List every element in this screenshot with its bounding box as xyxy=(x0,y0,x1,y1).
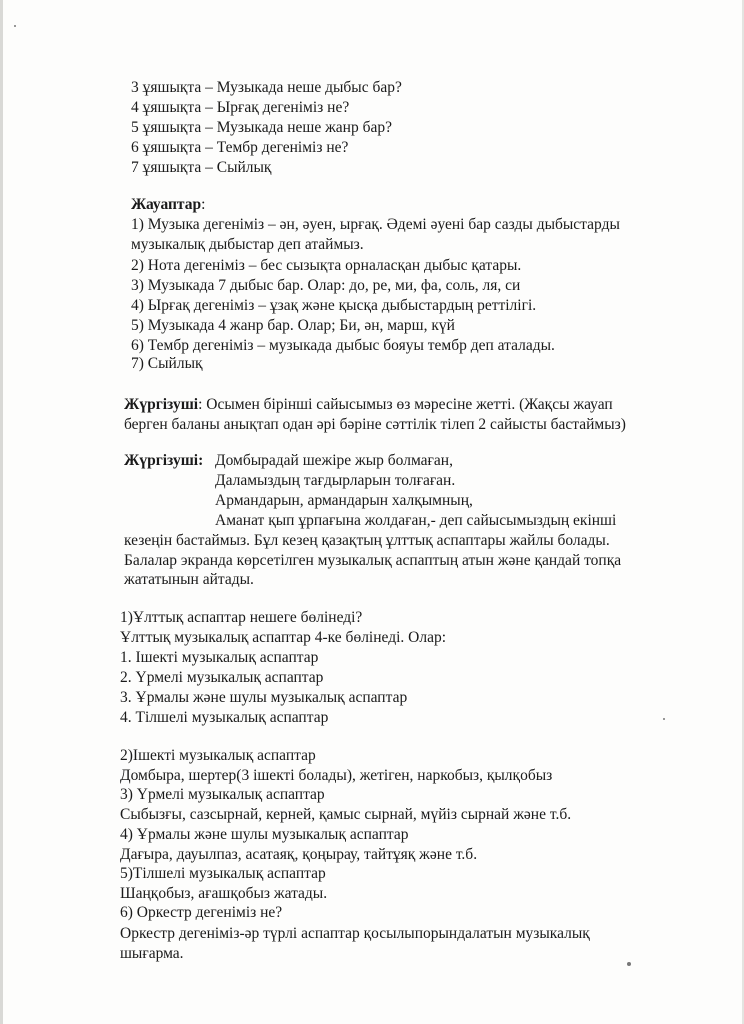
question-line: 5 ұяшықта – Музыкада неше жанр бар? xyxy=(131,119,392,136)
detail-line: 3) Үрмелі музыкалық аспаптар xyxy=(120,786,325,803)
instrument-line: 3. Ұрмалы және шулы музыкалық аспаптар xyxy=(120,689,408,706)
scan-speck xyxy=(14,25,16,27)
host-remark-line: берген баланы анықтап одан әрі бәріне сәттілік тілеп 2 сайысты бастаймыз) xyxy=(124,416,626,433)
answer-line: музыкалық дыбыстар деп атаймыз. xyxy=(131,236,364,253)
poem-line: Даламыздың тағдырларын толғаған. xyxy=(215,472,456,489)
detail-line: 5)Тілшелі музыкалық аспаптар xyxy=(120,865,326,882)
answer-line: 6) Тембр дегеніміз – музыкада дыбыс бояуы тембр деп аталады. xyxy=(131,337,555,354)
question-line: 6 ұяшықта – Тембр дегеніміз не? xyxy=(131,139,349,156)
host-remark-text: : Осымен бірінші сайысымыз өз мәресіне жетті. (Жақсы жауап xyxy=(198,396,613,413)
answer-line: 4) Ырғақ дегеніміз – ұзақ және қысқа дыбыстардың реттілігі. xyxy=(131,297,537,314)
scan-speck xyxy=(663,718,665,720)
detail-line: 4) Ұрмалы және шулы музыкалық аспаптар xyxy=(120,826,409,843)
detail-line: шығарма. xyxy=(120,945,184,962)
detail-line: Оркестр дегеніміз-әр түрлі аспаптар қосылыпорындалатын музыкалық xyxy=(120,925,590,942)
instrument-line: 2. Үрмелі музыкалық аспаптар xyxy=(120,669,324,686)
answers-heading: Жауаптар xyxy=(131,196,202,213)
host-text-line: жататынын айтады. xyxy=(124,571,254,588)
poem-line: Домбырадай шежіре жыр болмаған, xyxy=(215,452,453,469)
host-speaker: Жүргізуші: xyxy=(124,452,204,469)
question-line: 7 ұяшықта – Сыйлық xyxy=(131,159,272,176)
detail-line: 6) Оркестр дегеніміз не? xyxy=(120,904,283,921)
answer-line: 5) Музыкада 4 жанр бар. Олар; Би, ән, марш, күй xyxy=(131,317,455,334)
detail-line: 2)Ішекті музыкалық аспаптар xyxy=(120,747,316,764)
host-remark-line xyxy=(124,395,613,414)
host-speaker: Жүргізуші xyxy=(124,396,199,413)
answer-line: 7) Сыйлық xyxy=(131,355,203,372)
detail-line: Домбыра, шертер(3 ішекті болады), жетіген, наркобыз, қылқобыз xyxy=(120,767,553,784)
instrument-line: 4. Тілшелі музыкалық аспаптар xyxy=(120,709,329,726)
question-line: 3 ұяшықта – Музыкада неше дыбыс бар? xyxy=(131,79,402,96)
host-text-line: Балалар экранда көрсетілген музыкалық аспаптың атын және қандай топқа xyxy=(124,552,622,569)
answer-line: 1) Музыка дегеніміз – ән, әуен, ырғақ. Әдемі әуені бар сазды дыбыстарды xyxy=(131,216,620,233)
poem-line: Аманат қып ұрпағына жолдаған,- деп сайысымыздың екінші xyxy=(215,512,617,529)
detail-line: Сыбызғы, сазсырнай, керней, қамыс сырнай, мүйіз сырнай және т.б. xyxy=(120,806,572,823)
poem-line: Армандарын, армандарын халқымның, xyxy=(215,492,473,509)
answer-line: 2) Нота дегеніміз – бес сызықта орналасқан дыбыс қатары. xyxy=(131,257,522,274)
question-line: 4 ұяшықта – Ырғақ дегеніміз не? xyxy=(131,99,350,116)
instrument-line: 1)Ұлттық аспаптар нешеге бөлінеді? xyxy=(120,609,363,626)
detail-line: Дағыра, дауылпаз, асатаяқ, қоңырау, тайтұяқ және т.б. xyxy=(120,846,478,863)
answers-heading-suffix: : xyxy=(201,196,206,213)
scan-speck xyxy=(627,962,631,966)
instrument-line: 1. Ішекті музыкалық аспаптар xyxy=(120,649,319,666)
answers-heading-line xyxy=(131,195,205,214)
answer-line: 3) Музыкада 7 дыбыс бар. Олар: до, ре, ми, фа, соль, ля, си xyxy=(131,277,521,294)
host-text-line: кезеңін бастаймыз. Бұл кезең қазақтың ұлттық аспаптары жайлы болады. xyxy=(124,532,610,549)
detail-line: Шаңқобыз, ағашқобыз жатады. xyxy=(120,885,328,902)
host-poem-line xyxy=(124,451,203,470)
page-left-edge xyxy=(0,0,3,1024)
instrument-line: Ұлттық музыкалық аспаптар 4-ке бөлінеді. Олар: xyxy=(120,629,447,646)
